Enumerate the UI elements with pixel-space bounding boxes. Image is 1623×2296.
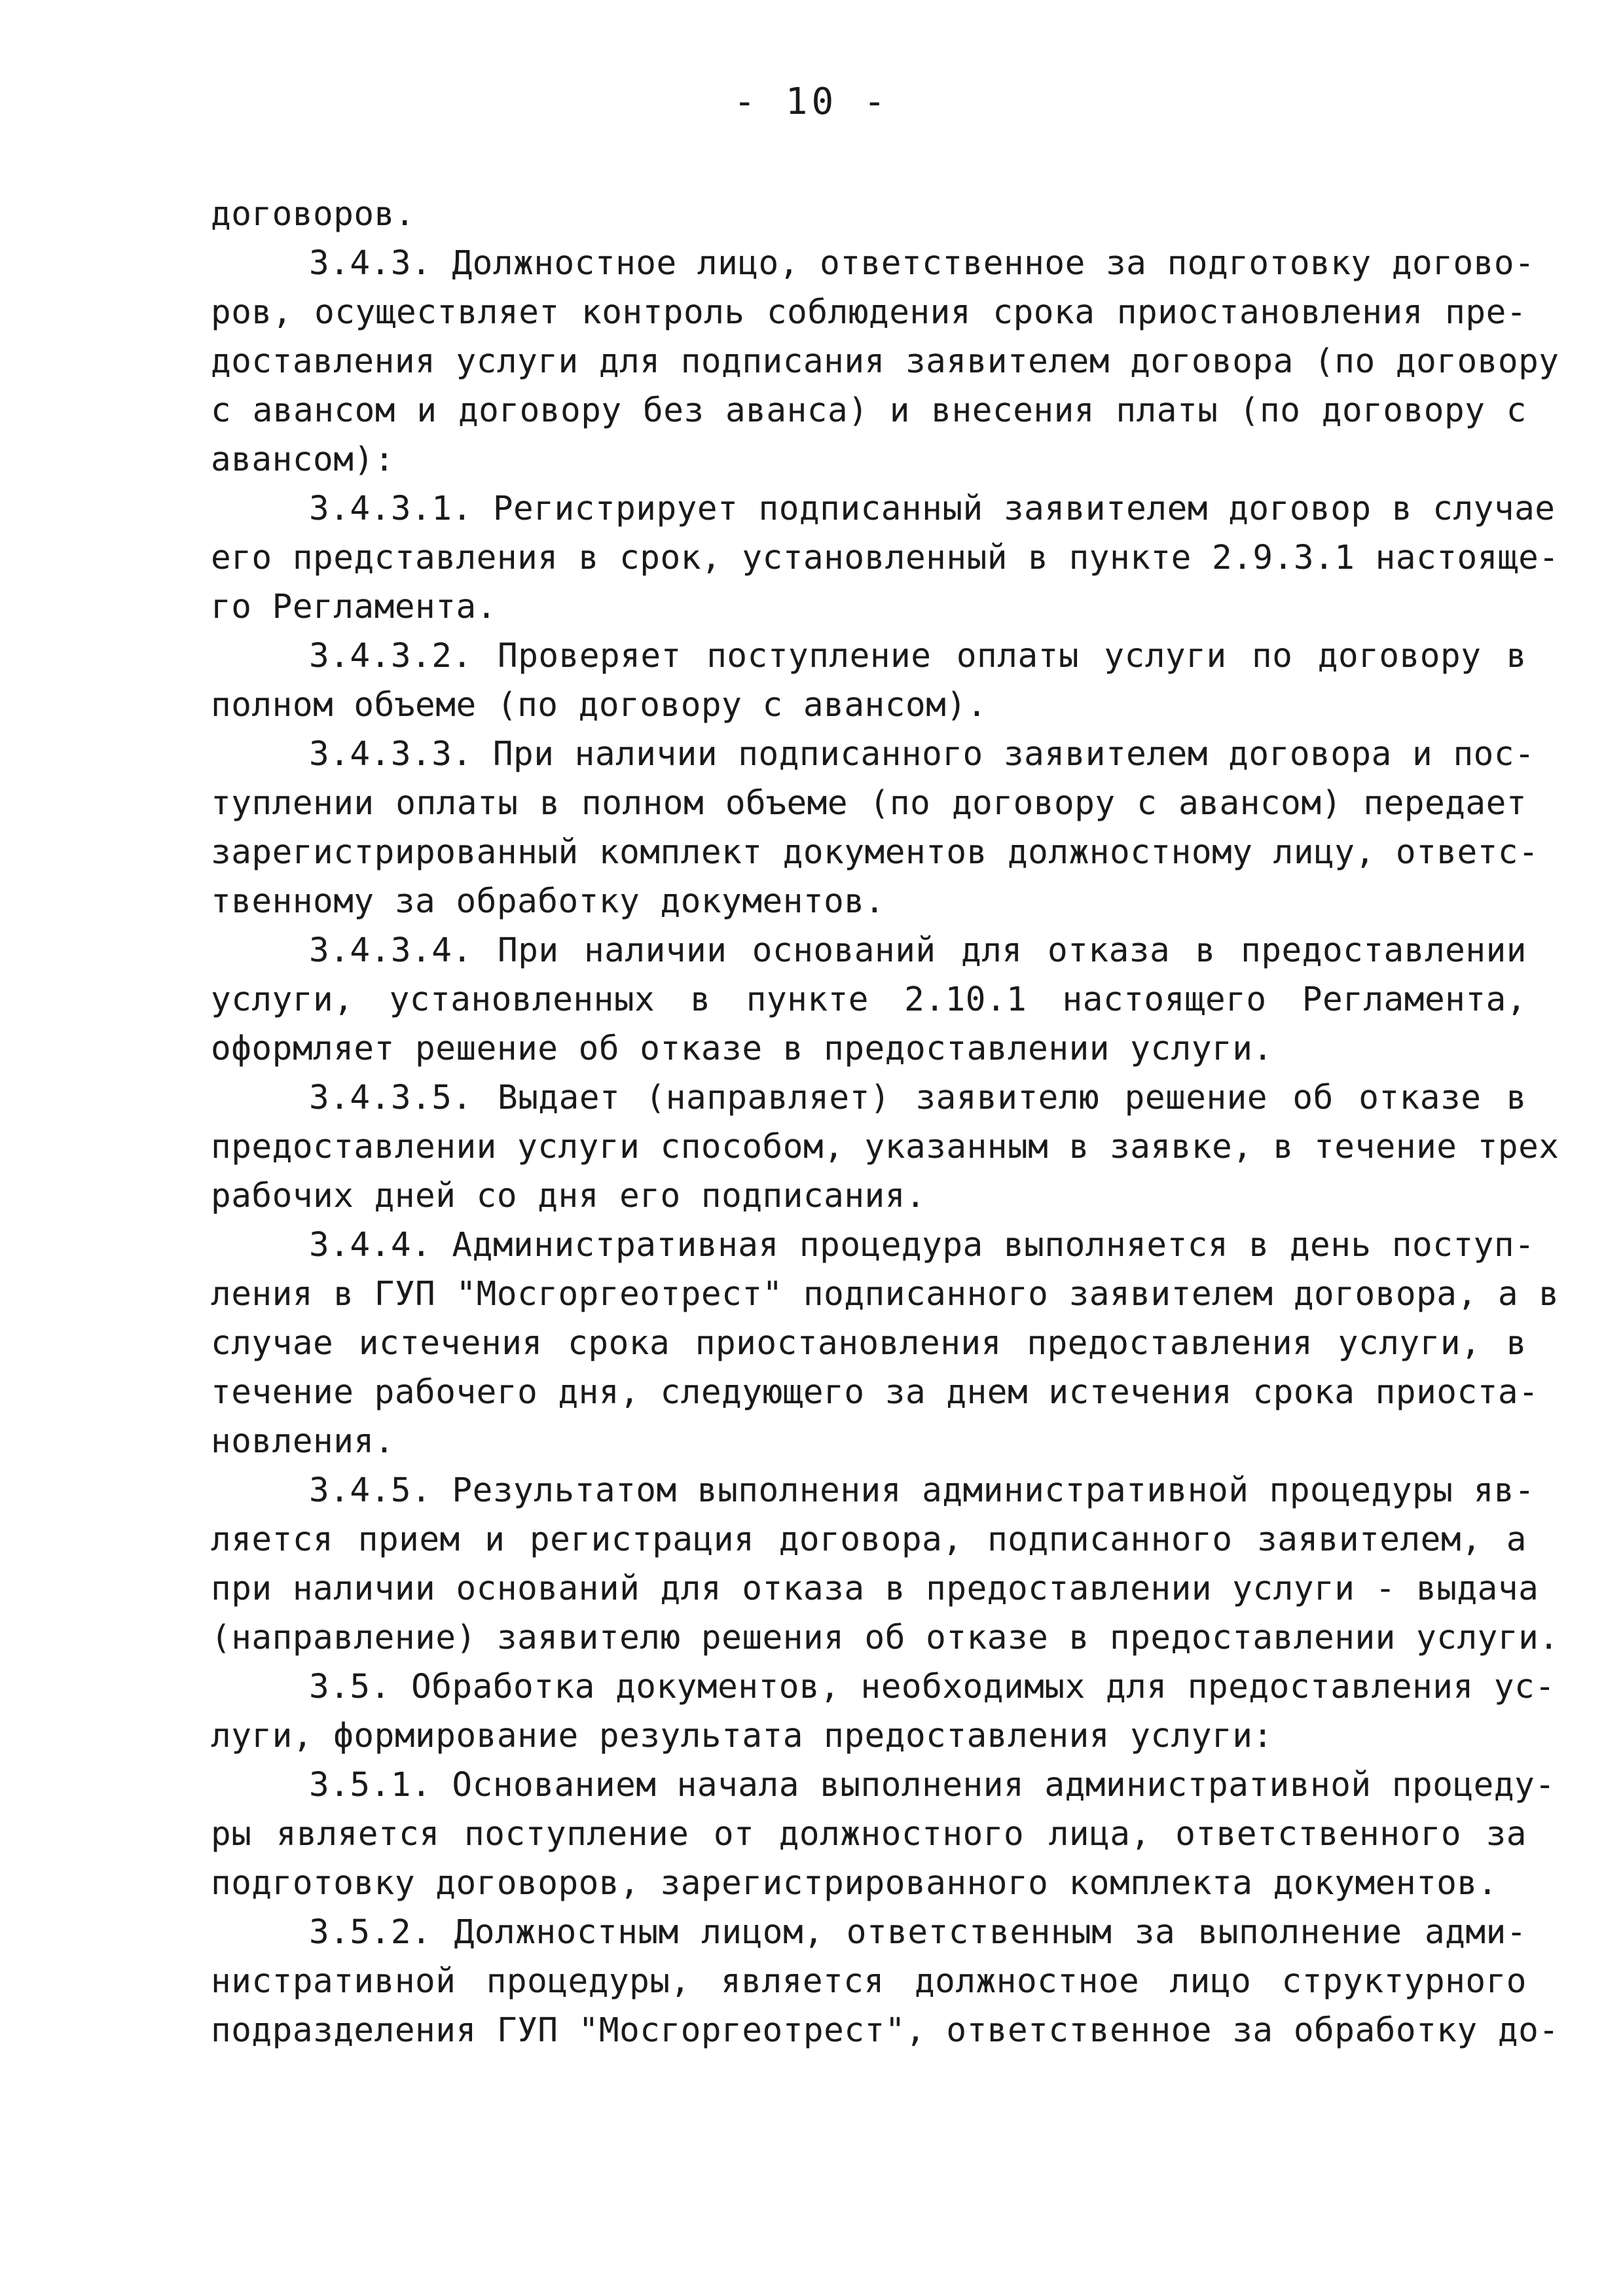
text-line: туплении оплаты в полном объеме (по договору с авансом) передает	[211, 784, 1527, 823]
text-line: новления.	[211, 1422, 395, 1461]
text-line: полном объеме (по договору с авансом).	[211, 686, 987, 725]
text-line: рабочих дней со дня его подписания.	[211, 1177, 926, 1215]
text-line: 3.4.3.1. Регистрирует подписанный заявителем договор в случае	[309, 490, 1556, 528]
text-line: подразделения ГУП "Мосгоргеотрест", ответственное за обработку до-	[211, 2011, 1559, 2050]
text-line: ров, осуществляет контроль соблюдения срока приостановления пре-	[211, 293, 1527, 332]
text-line: подготовку договоров, зарегистрированного комплекта документов.	[211, 1864, 1498, 1903]
text-line: договоров.	[211, 195, 416, 234]
text-line: его представления в срок, установленный в пункте 2.9.3.1 настояще-	[211, 539, 1559, 577]
text-line: 3.4.3.3. При наличии подписанного заявителем договора и пос-	[309, 735, 1535, 774]
text-line: 3.4.3.2. Проверяет поступление оплаты услуги по договору в	[309, 637, 1527, 675]
text-line: 3.4.4. Административная процедура выполняется в день поступ-	[309, 1226, 1535, 1265]
text-line: авансом):	[211, 440, 395, 479]
text-line: (направление) заявителю решения об отказе в предоставлении услуги.	[211, 1619, 1559, 1657]
text-line: доставления услуги для подписания заявителем договора (по договору	[211, 342, 1559, 381]
text-line: ления в ГУП "Мосгоргеотрест" подписанного заявителем договора, а в	[211, 1275, 1559, 1314]
text-line: 3.4.5. Результатом выполнения административной процедуры яв-	[309, 1471, 1535, 1510]
page-number: - 10 -	[733, 81, 890, 123]
text-line: услуги, установленных в пункте 2.10.1 настоящего Регламента,	[211, 980, 1527, 1019]
text-line: с авансом и договору без аванса) и внесения платы (по договору с	[211, 391, 1527, 430]
text-line: твенному за обработку документов.	[211, 882, 885, 921]
text-line: 3.5. Обработка документов, необходимых для предоставления ус-	[309, 1668, 1556, 1706]
text-line: го Регламента.	[211, 588, 497, 626]
text-line: 3.4.3.5. Выдает (направляет) заявителю решение об отказе в	[309, 1079, 1527, 1117]
text-line: нистративной процедуры, является должностное лицо структурного	[211, 1962, 1527, 2001]
text-line: 3.5.2. Должностным лицом, ответственным за выполнение адми-	[309, 1913, 1527, 1952]
text-line: 3.5.1. Основанием начала выполнения административной процеду-	[309, 1766, 1556, 1804]
text-line: оформляет решение об отказе в предоставлении услуги.	[211, 1030, 1273, 1068]
text-line: 3.4.3. Должностное лицо, ответственное за подготовку догово-	[309, 244, 1535, 283]
text-line: 3.4.3.4. При наличии оснований для отказа в предоставлении	[309, 931, 1527, 970]
text-line: при наличии оснований для отказа в предоставлении услуги - выдача	[211, 1570, 1539, 1608]
document-body	[211, 190, 1559, 2055]
text-line: зарегистрированный комплект документов должностному лицу, ответс-	[211, 833, 1539, 872]
text-line: ляется прием и регистрация договора, подписанного заявителем, а	[211, 1520, 1527, 1559]
text-line: случае истечения срока приостановления предоставления услуги, в	[211, 1324, 1527, 1363]
text-line: ры является поступление от должностного лица, ответственного за	[211, 1815, 1527, 1854]
text-line: предоставлении услуги способом, указанным в заявке, в течение трех	[211, 1128, 1559, 1166]
text-line: луги, формирование результата предоставления услуги:	[211, 1717, 1273, 1755]
text-line: течение рабочего дня, следующего за днем истечения срока приоста-	[211, 1373, 1539, 1412]
